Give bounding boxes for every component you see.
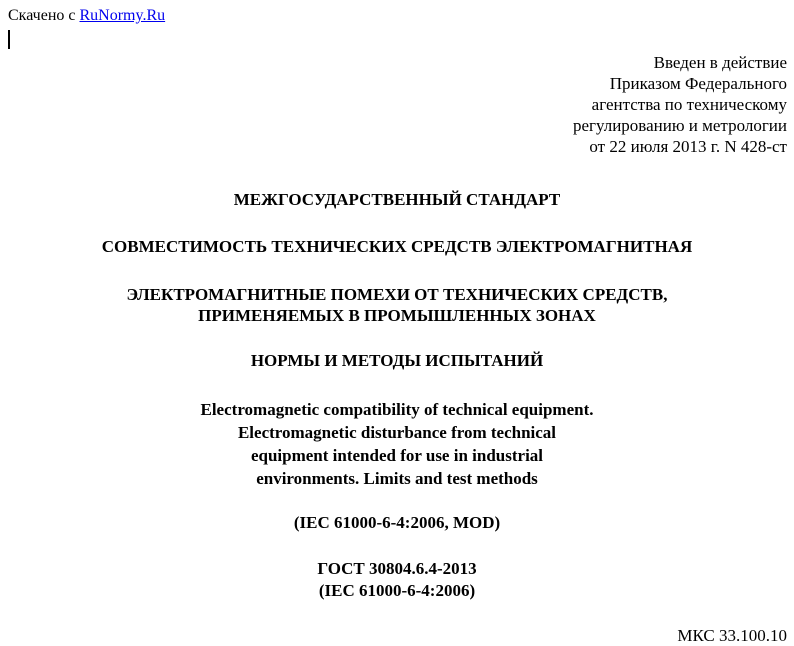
text-cursor [8, 30, 10, 49]
download-prefix: Скачено с [8, 7, 76, 24]
standard-title-sub-line: ПРИМЕНЯЕМЫХ В ПРОМЫШЛЕННЫХ ЗОНАХ [198, 306, 596, 325]
english-title-line: Electromagnetic compatibility of technical equipment. [200, 400, 594, 419]
introduction-line: от 22 июля 2013 г. N 428-ст [589, 137, 787, 156]
introduction-line: Приказом Федерального [609, 74, 787, 93]
source-link[interactable]: RuNormy.Ru [79, 7, 166, 24]
english-title-line: equipment intended for use in industrial [250, 446, 544, 465]
english-title-line: Electromagnetic disturbance from technical [237, 423, 557, 442]
standard-title-sub [0, 284, 794, 326]
introduction-line: агентства по техническому [591, 95, 787, 114]
english-title [0, 398, 794, 490]
standard-title-part: НОРМЫ И МЕТОДЫ ИСПЫТАНИЙ [250, 351, 544, 370]
introduction-block [573, 52, 787, 157]
standard-title-sub-line: ЭЛЕКТРОМАГНИТНЫЕ ПОМЕХИ ОТ ТЕХНИЧЕСКИХ СРЕДСТВ, [126, 285, 668, 304]
gost-number: ГОСТ 30804.6.4-2013 [317, 559, 477, 578]
mks-code: МКС 33.100.10 [677, 626, 787, 645]
introduction-line: регулированию и метрологии [572, 116, 787, 135]
english-title-line: environments. Limits and test methods [256, 469, 538, 488]
iec-reference: (IEC 61000-6-4:2006) [318, 581, 476, 600]
download-source-line [8, 6, 165, 26]
standard-title-main: СОВМЕСТИМОСТЬ ТЕХНИЧЕСКИХ СРЕДСТВ ЭЛЕКТРОМАГНИТНАЯ [101, 237, 693, 256]
standard-category: МЕЖГОСУДАРСТВЕННЫЙ СТАНДАРТ [233, 190, 561, 209]
iec-mod-reference: (IEC 61000-6-4:2006, MOD) [293, 513, 501, 532]
introduction-line: Введен в действие [653, 53, 787, 72]
